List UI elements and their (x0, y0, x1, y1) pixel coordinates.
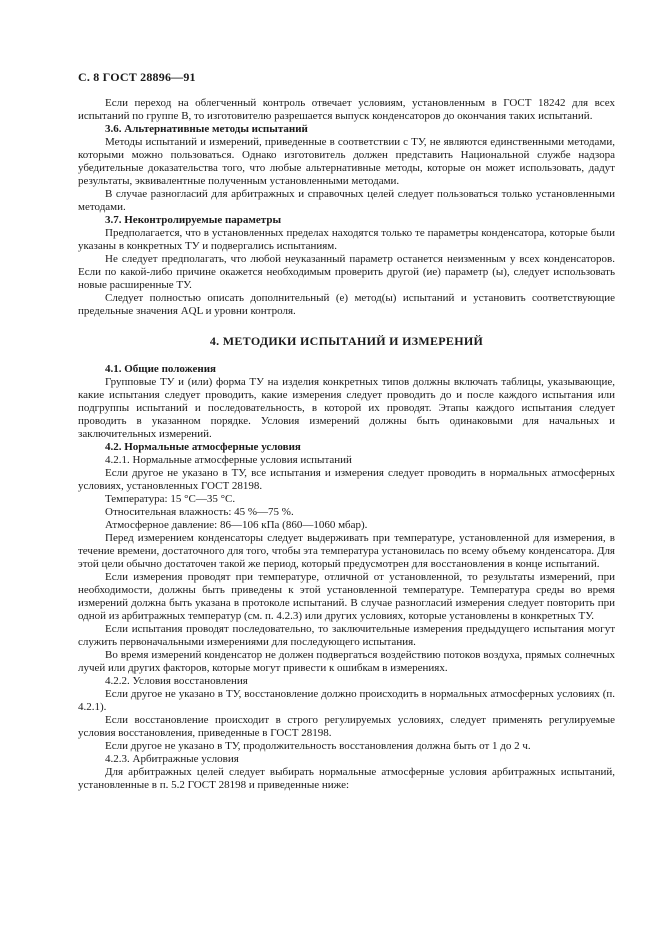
paragraph-airflow: Во время измерений конденсатор не должен подвергаться воздействию потоков воздуха, прямых солнечных лучей или других факторов, которые могут привести к ошибкам в измерениях. (78, 649, 615, 674)
subheading-4-2-1: 4.2.1. Нормальные атмосферные условия испытаний (105, 454, 352, 466)
running-head: С. 8 ГОСТ 28896—91 (78, 70, 196, 84)
subheading-4-2-3: 4.2.3. Арбитражные условия (105, 753, 239, 765)
paragraph-general: Групповые ТУ и (или) форма ТУ на изделия конкретных типов должны включать таблицы, указывающие, какие испытания следует проводить, какие измерения следует проводить до и после каждого испытания или подгруппы испытаний и последовательность, в которой их проводят. Этапы каждого испытания следует проводить в указанном порядке. Условия измерений должны быть одинаковыми для начальных и заключительных измерений. (78, 376, 615, 440)
paragraph-preconditioning: Перед измерением конденсаторы следует выдерживать при температуре, установленной для измерения, в течение времени, достаточного для того, чтобы эта температура установилась по всему объему конденсатора. Для этой цели обычно достаточен такой же период, который предусмотрен для восстановления в конце испытаний. (78, 532, 615, 570)
paragraph-assumed-params: Предполагается, что в установленных пределах находятся только те параметры конденсатора, которые были указаны в конкретных ТУ и подвергались испытаниям. (78, 227, 615, 252)
spec-pressure: Атмосферное давление: 86—106 кПа (860—1060 мбар). (105, 519, 368, 531)
paragraph-alt-methods: Методы испытаний и измерений, приведенные в соответствии с ТУ, не являются единственными методами, которыми можно пользоваться. Однако изготовитель должен представить Национальной службе надзора убедительные доказательства того, что любые альтернативные методы, которые он может использовать, дадут результаты, эквивалентные полученным установленными методами. (78, 136, 615, 187)
section-title-4: 4. МЕТОДИКИ ИСПЫТАНИЙ И ИЗМЕРЕНИЙ (209, 334, 484, 348)
heading-4-2: 4.2. Нормальные атмосферные условия (105, 441, 301, 453)
paragraph-normal-conditions: Если другое не указано в ТУ, все испытания и измерения следует проводить в нормальных атмосферных условиях, установленных ГОСТ 28198. (78, 467, 615, 492)
paragraph-recovery: Если другое не указано в ТУ, восстановление должно происходить в нормальных атмосферных условиях (п. 4.2.1). (78, 688, 615, 713)
paragraph-additional-methods: Следует полностью описать дополнительный (е) метод(ы) испытаний и установить соответствующие предельные значения AQL и уровни контроля. (78, 292, 615, 317)
spec-humidity: Относительная влажность: 45 %—75 %. (105, 506, 294, 518)
paragraph-disagreement: В случае разногласий для арбитражных и справочных целей следует пользоваться только установленными методами. (78, 188, 615, 213)
paragraph-recovery-duration: Если другое не указано в ТУ, продолжительность восстановления должна быть от 1 до 2 ч. (105, 740, 531, 752)
spec-temperature: Температура: 15 °С—35 °С. (105, 493, 236, 505)
paragraph-lightened-control: Если переход на облегченный контроль отвечает условиям, установленным в ГОСТ 18242 для всех испытаний по группе В, то изготовителю разрешается выпуск конденсаторов до окончания таких испытаний. (78, 97, 615, 122)
paragraph-arbitration: Для арбитражных целей следует выбирать нормальные атмосферные условия арбитражных испытаний, установленные в п. 5.2 ГОСТ 28198 и приведенные ниже: (78, 766, 615, 791)
subheading-4-2-2: 4.2.2. Условия восстановления (105, 675, 248, 687)
heading-3-6: 3.6. Альтернативные методы испытаний (105, 123, 308, 135)
heading-3-7: 3.7. Неконтролируемые параметры (105, 214, 282, 226)
heading-4-1: 4.1. Общие положения (105, 363, 216, 375)
paragraph-unspecified-param: Не следует предполагать, что любой неуказанный параметр останется неизменным у всех конденсаторов. Если по какой-либо причине окажется необходимым проверить другой (ие) параметр (ы), следует использовать новые расширенные ТУ. (78, 253, 615, 291)
paragraph-sequential: Если испытания проводят последовательно, то заключительные измерения предыдущего испытания могут служить первоначальными измерениями для последующего испытания. (78, 623, 615, 648)
paragraph-other-temperature: Если измерения проводят при температуре, отличной от установленной, то результаты измерений, при необходимости, должны быть приведены к этой установленной температуре. Температура среды во время измерений должна быть указана в протоколе испытаний. В случае разногласий измерения следует повторить при одной из арбитражных температур (см. п. 4.2.3) или других условиях, которые установлены в конкретных ТУ. (78, 571, 615, 622)
paragraph-controlled-recovery: Если восстановление происходит в строго регулируемых условиях, следует применять регулируемые условия восстановления, приведенные в ГОСТ 28198. (78, 714, 615, 739)
